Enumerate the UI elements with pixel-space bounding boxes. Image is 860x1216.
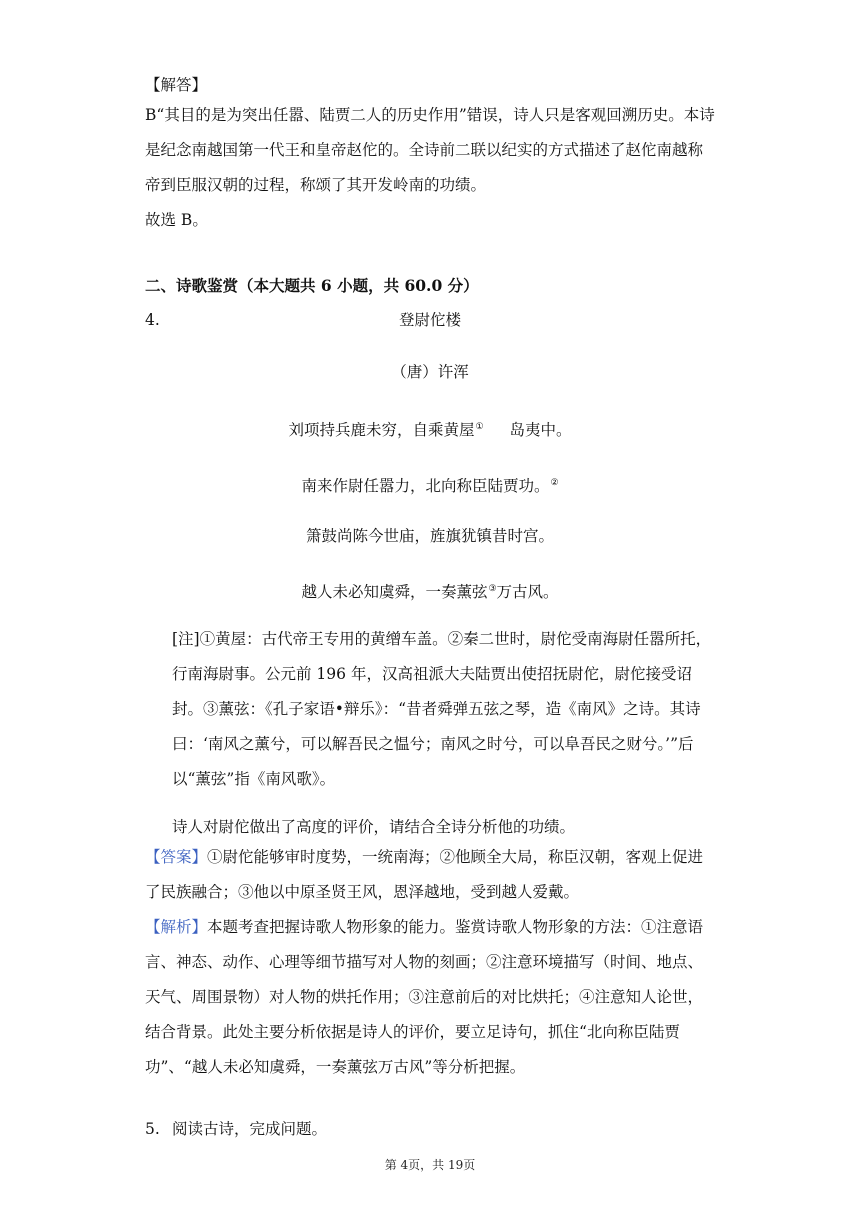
- analysis-tag: 【解析】: [145, 918, 208, 936]
- poem-line-1-part-a: 刘项持兵鹿未穷，自乘黄屋: [288, 421, 475, 439]
- section-title: 二、诗歌鉴赏（本大题共 6 小题，共 60.0 分）: [145, 276, 479, 295]
- poem-line-3: 箫鼓尚陈今世庙，旌旗犹镇昔时宫。: [305, 527, 554, 545]
- question-4-analysis: [145, 910, 715, 1085]
- answer-body: B“其目的是为突出任嚣、陆贾二人的历史作用”错误，诗人只是客观回溯历史。本诗是纪念南越国第一代王和皇帝赵佗的。全诗前二联以纪实的方式描述了赵佗南越称帝到臣服汉朝的过程，称颂了其开发岭南的功绩。: [145, 106, 715, 194]
- poem-line-1: [145, 410, 715, 448]
- answer-text: ①尉佗能够审时度势，一统南海；②他顾全大局，称臣汉朝，客观上促进了民族融合；③他以中原圣贤王风，恩泽越地，受到越人爱戴。: [145, 848, 704, 901]
- answer-heading: 【解答】: [145, 76, 208, 94]
- footnote-mark-3: ③: [488, 584, 497, 594]
- question-4-prompt: 诗人对尉佗做出了高度的评价，请结合全诗分析他的功绩。: [172, 818, 576, 836]
- poem-line-2-text: 南来作尉任嚣力，北向称臣陆贾功。: [301, 477, 550, 495]
- question-4-number: 4.: [145, 311, 160, 329]
- footnote-mark-2: ②: [550, 478, 559, 488]
- poem-author: （唐）许浑: [391, 363, 469, 381]
- answer-tag: 【答案】: [145, 848, 208, 866]
- question-5-text: 阅读古诗，完成问题。: [172, 1120, 328, 1138]
- poem-notes: [注]①黄屋：古代帝王专用的黄缯车盖。②秦二世时，尉佗受南海尉任嚣所托，行南海尉事。公元前 196 年，汉高祖派大夫陆贾出使招抚尉佗，尉佗接受诏封。③薰弦：《孔子家语•辩乐》：“昔者舜弹五弦之琴，造《南风》之诗。其诗曰：‘南风之薰兮，可以解吾民之愠兮；南风之时兮，可以阜吾民之财兮。’”后以“薰弦”指《南风歌》。: [172, 630, 712, 788]
- poem-title: 登尉佗楼: [398, 311, 461, 329]
- poem-line-1-part-b: 岛夷中。: [509, 421, 572, 439]
- analysis-text: 本题考查把握诗歌人物形象的能力。鉴赏诗歌人物形象的方法：①注意语言、神态、动作、心理等细节描写对人物的刻画；②注意环境描写（时间、地点、天气、周围景物）对人物的烘托作用；③注意前后的对比烘托；④注意知人论世，结合背景。此处主要分析依据是诗人的评价，要立足诗句，抓住“北向称臣陆贾功”、“越人未必知虞舜，一奏薰弦万古风”等分析把握。: [145, 918, 704, 1076]
- poem-line-4-part-b: 万古风。: [496, 583, 559, 601]
- question-4-answer: [145, 840, 715, 910]
- answer-choice: 故选 B。: [145, 211, 208, 229]
- poem-line-4: [145, 572, 715, 610]
- page-footer: 第 4页，共 19页: [384, 1158, 476, 1172]
- question-5-number: 5.: [145, 1120, 160, 1138]
- poem-line-4-part-a: 越人未必知虞舜，一奏薰弦: [301, 583, 488, 601]
- footnote-mark-1: ①: [475, 422, 484, 432]
- poem-line-2: [145, 466, 715, 504]
